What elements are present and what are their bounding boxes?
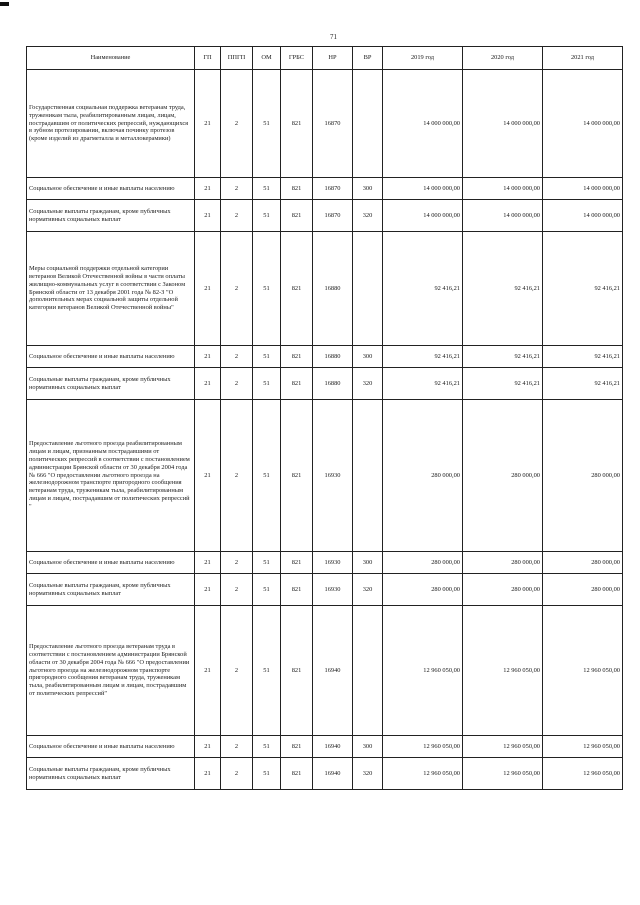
vr-cell: 320 (353, 574, 383, 606)
vr-cell: 300 (353, 736, 383, 758)
amount-2019-cell: 280 000,00 (383, 400, 463, 552)
table-row (27, 200, 623, 232)
nr-cell: 16870 (313, 70, 353, 178)
om-cell: 51 (253, 736, 281, 758)
amount-2019-cell: 12 960 050,00 (383, 606, 463, 736)
amount-2020-cell: 12 960 050,00 (463, 606, 543, 736)
amount-2019-cell: 14 000 000,00 (383, 178, 463, 200)
table-row (27, 346, 623, 368)
vr-cell: 320 (353, 368, 383, 400)
gp-cell: 21 (195, 736, 221, 758)
table-row (27, 606, 623, 736)
vr-cell: 320 (353, 758, 383, 790)
amount-2021-cell: 12 960 050,00 (543, 606, 623, 736)
ppgp-cell: 2 (221, 70, 253, 178)
table-row (27, 368, 623, 400)
amount-2020-cell: 14 000 000,00 (463, 178, 543, 200)
table-row (27, 574, 623, 606)
gp-cell: 21 (195, 400, 221, 552)
header-cell: ППГП (221, 47, 253, 70)
name-cell: Социальные выплаты гражданам, кроме публичных нормативных социальных выплат (27, 758, 195, 790)
amount-2019-cell: 14 000 000,00 (383, 70, 463, 178)
nr-cell: 16870 (313, 200, 353, 232)
om-cell: 51 (253, 574, 281, 606)
name-cell: Предоставление льготного проезда реабилитированным лицам и лицам, признанным пострадавшими от политических репрессий в соответствии с постановлением администрации Брянской области от 30 декабря 2004 года № 666 "О предоставлении льготного проезда на железнодорожном транспорте пригородного сообщения ветеранам труда, труженикам тыла, реабилитированным лицам и лицам, пострадавшим от политических репрессий " (27, 400, 195, 552)
nr-cell: 16940 (313, 606, 353, 736)
name-cell: Социальное обеспечение и иные выплаты населению (27, 736, 195, 758)
amount-2021-cell: 14 000 000,00 (543, 200, 623, 232)
vr-cell: 300 (353, 178, 383, 200)
om-cell: 51 (253, 552, 281, 574)
amount-2019-cell: 280 000,00 (383, 552, 463, 574)
gp-cell: 21 (195, 552, 221, 574)
amount-2020-cell: 92 416,21 (463, 232, 543, 346)
amount-2021-cell: 92 416,21 (543, 232, 623, 346)
grbs-cell: 821 (281, 736, 313, 758)
om-cell: 51 (253, 346, 281, 368)
table-row (27, 400, 623, 552)
header-cell: ВР (353, 47, 383, 70)
ppgp-cell: 2 (221, 346, 253, 368)
amount-2021-cell: 14 000 000,00 (543, 70, 623, 178)
nr-cell: 16930 (313, 574, 353, 606)
grbs-cell: 821 (281, 232, 313, 346)
amount-2021-cell: 92 416,21 (543, 368, 623, 400)
gp-cell: 21 (195, 606, 221, 736)
amount-2019-cell: 92 416,21 (383, 346, 463, 368)
name-cell: Социальные выплаты гражданам, кроме публичных нормативных социальных выплат (27, 368, 195, 400)
name-cell: Предоставление льготного проезда ветеранам труда в соответствии с постановлением администрации Брянской области от 30 декабря 2004 года № 666 "О предоставлении льготного проезда на железнодорожном транспорте пригородного сообщения ветеранам труда, труженикам тыла, реабилитированным лицам и лицам, пострадавшим от политических репрессий" (27, 606, 195, 736)
ppgp-cell: 2 (221, 552, 253, 574)
amount-2019-cell: 92 416,21 (383, 368, 463, 400)
amount-2021-cell: 12 960 050,00 (543, 758, 623, 790)
name-cell: Социальное обеспечение и иные выплаты населению (27, 178, 195, 200)
table-row (27, 736, 623, 758)
gp-cell: 21 (195, 178, 221, 200)
amount-2019-cell: 92 416,21 (383, 232, 463, 346)
name-cell: Социальные выплаты гражданам, кроме публичных нормативных социальных выплат (27, 200, 195, 232)
grbs-cell: 821 (281, 574, 313, 606)
grbs-cell: 821 (281, 758, 313, 790)
table-row (27, 232, 623, 346)
amount-2021-cell: 92 416,21 (543, 346, 623, 368)
om-cell: 51 (253, 200, 281, 232)
gp-cell: 21 (195, 232, 221, 346)
vr-cell (353, 400, 383, 552)
grbs-cell: 821 (281, 178, 313, 200)
grbs-cell: 821 (281, 606, 313, 736)
amount-2021-cell: 280 000,00 (543, 400, 623, 552)
name-cell: Меры социальной поддержки отдельной категории ветеранов Великой Отечественной войны в части оплаты жилищно-коммунальных услуг в соответствии с Законом Брянской области от 13 декабря 2001 года № 82-З "О дополнительных мерах социальной защиты отдельной категории ветеранов Великой Отечественной войны" (27, 232, 195, 346)
grbs-cell: 821 (281, 400, 313, 552)
gp-cell: 21 (195, 368, 221, 400)
om-cell: 51 (253, 70, 281, 178)
vr-cell: 300 (353, 552, 383, 574)
amount-2019-cell: 280 000,00 (383, 574, 463, 606)
amount-2020-cell: 92 416,21 (463, 346, 543, 368)
ppgp-cell: 2 (221, 200, 253, 232)
om-cell: 51 (253, 178, 281, 200)
nr-cell: 16940 (313, 736, 353, 758)
nr-cell: 16930 (313, 400, 353, 552)
grbs-cell: 821 (281, 70, 313, 178)
amount-2021-cell: 280 000,00 (543, 552, 623, 574)
amount-2020-cell: 12 960 050,00 (463, 736, 543, 758)
ppgp-cell: 2 (221, 574, 253, 606)
ppgp-cell: 2 (221, 736, 253, 758)
ppgp-cell: 2 (221, 606, 253, 736)
ppgp-cell: 2 (221, 758, 253, 790)
header-cell: 2019 год (383, 47, 463, 70)
vr-cell (353, 232, 383, 346)
ppgp-cell: 2 (221, 400, 253, 552)
table-row (27, 758, 623, 790)
header-cell: 2021 год (543, 47, 623, 70)
grbs-cell: 821 (281, 200, 313, 232)
table-row (27, 70, 623, 178)
vr-cell: 320 (353, 200, 383, 232)
header-cell: ОМ (253, 47, 281, 70)
nr-cell: 16940 (313, 758, 353, 790)
nr-cell: 16880 (313, 368, 353, 400)
header-cell: ГРБС (281, 47, 313, 70)
amount-2021-cell: 280 000,00 (543, 574, 623, 606)
header-cell: Наименование (27, 47, 195, 70)
page-number: 71 (330, 33, 337, 41)
gp-cell: 21 (195, 574, 221, 606)
amount-2020-cell: 92 416,21 (463, 368, 543, 400)
amount-2019-cell: 14 000 000,00 (383, 200, 463, 232)
amount-2021-cell: 12 960 050,00 (543, 736, 623, 758)
om-cell: 51 (253, 400, 281, 552)
ppgp-cell: 2 (221, 178, 253, 200)
amount-2020-cell: 280 000,00 (463, 574, 543, 606)
name-cell: Социальное обеспечение и иные выплаты населению (27, 552, 195, 574)
amount-2020-cell: 12 960 050,00 (463, 758, 543, 790)
table-row (27, 178, 623, 200)
om-cell: 51 (253, 606, 281, 736)
gp-cell: 21 (195, 758, 221, 790)
amount-2020-cell: 280 000,00 (463, 552, 543, 574)
grbs-cell: 821 (281, 552, 313, 574)
nr-cell: 16930 (313, 552, 353, 574)
ppgp-cell: 2 (221, 368, 253, 400)
header-cell: ГП (195, 47, 221, 70)
corner-mark (0, 2, 9, 6)
amount-2019-cell: 12 960 050,00 (383, 736, 463, 758)
grbs-cell: 821 (281, 368, 313, 400)
nr-cell: 16870 (313, 178, 353, 200)
name-cell: Социальные выплаты гражданам, кроме публичных нормативных социальных выплат (27, 574, 195, 606)
name-cell: Государственная социальная поддержка ветеранам труда, труженикам тыла, реабилитированным лицам, лицам, пострадавшим от политических репрессий, нуждающихся в зубном протезировании, включая починку протезов (кроме изделий из драгметалла и металлокерамики) (27, 70, 195, 178)
om-cell: 51 (253, 368, 281, 400)
table-row (27, 552, 623, 574)
amount-2020-cell: 14 000 000,00 (463, 70, 543, 178)
amount-2019-cell: 12 960 050,00 (383, 758, 463, 790)
vr-cell (353, 606, 383, 736)
header-cell: НР (313, 47, 353, 70)
gp-cell: 21 (195, 346, 221, 368)
grbs-cell: 821 (281, 346, 313, 368)
om-cell: 51 (253, 232, 281, 346)
header-row (27, 47, 623, 70)
amount-2020-cell: 14 000 000,00 (463, 200, 543, 232)
ppgp-cell: 2 (221, 232, 253, 346)
amount-2020-cell: 280 000,00 (463, 400, 543, 552)
nr-cell: 16880 (313, 232, 353, 346)
budget-table (26, 46, 623, 790)
nr-cell: 16880 (313, 346, 353, 368)
gp-cell: 21 (195, 70, 221, 178)
gp-cell: 21 (195, 200, 221, 232)
amount-2021-cell: 14 000 000,00 (543, 178, 623, 200)
vr-cell: 300 (353, 346, 383, 368)
name-cell: Социальное обеспечение и иные выплаты населению (27, 346, 195, 368)
om-cell: 51 (253, 758, 281, 790)
header-cell: 2020 год (463, 47, 543, 70)
vr-cell (353, 70, 383, 178)
